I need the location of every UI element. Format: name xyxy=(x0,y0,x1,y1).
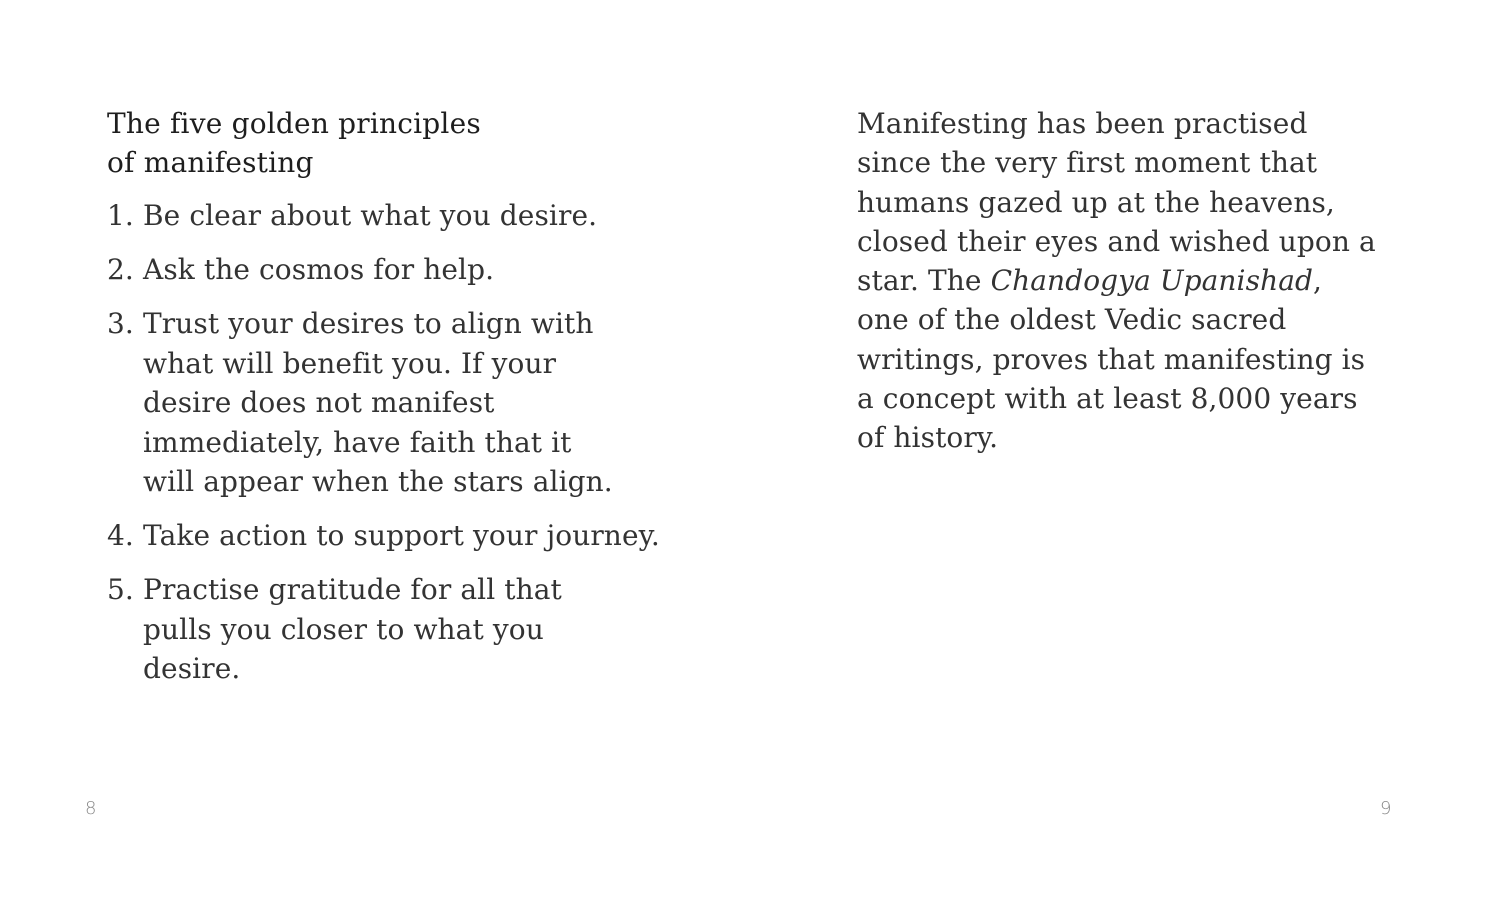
item-number: 2. xyxy=(107,253,134,286)
list-item xyxy=(107,570,613,689)
list-item xyxy=(107,196,667,236)
heading-line-1: The five golden principles xyxy=(107,107,481,140)
body-paragraph xyxy=(857,104,1377,458)
right-page xyxy=(750,0,1500,907)
item-text: Ask the cosmos for help. xyxy=(143,253,495,286)
item-text: Trust your desires to align with what will benefit you. If your desire does not manifest immediately, have faith that it will appear when the stars align. xyxy=(143,307,613,498)
item-text: Be clear about what you desire. xyxy=(143,199,598,232)
list-item xyxy=(107,250,667,290)
item-text: Practise gratitude for all that pulls you closer to what you desire. xyxy=(143,573,562,685)
heading-line-2: of manifesting xyxy=(107,146,314,179)
item-number: 4. xyxy=(107,519,134,552)
italic-title: Chandogya Upanishad xyxy=(990,264,1314,298)
page-number: 8 xyxy=(85,798,97,819)
principles-list xyxy=(107,196,667,703)
paragraph-text-end: , one of the oldest Vedic sacred writings, proves that manifesting is a concept with at least 8,000 years of history. xyxy=(857,264,1366,455)
section-heading xyxy=(107,104,481,182)
paragraph-text-start: Manifesting has been practised since the very first moment that humans gazed up at the heavens, closed their eyes and wished upon a star. The xyxy=(857,107,1376,298)
item-number: 3. xyxy=(107,307,134,340)
list-item xyxy=(107,516,667,556)
page-number: 9 xyxy=(1380,798,1392,819)
item-number: 5. xyxy=(107,573,134,606)
item-text: Take action to support your journey. xyxy=(143,519,660,552)
list-item xyxy=(107,304,623,502)
item-number: 1. xyxy=(107,199,134,232)
